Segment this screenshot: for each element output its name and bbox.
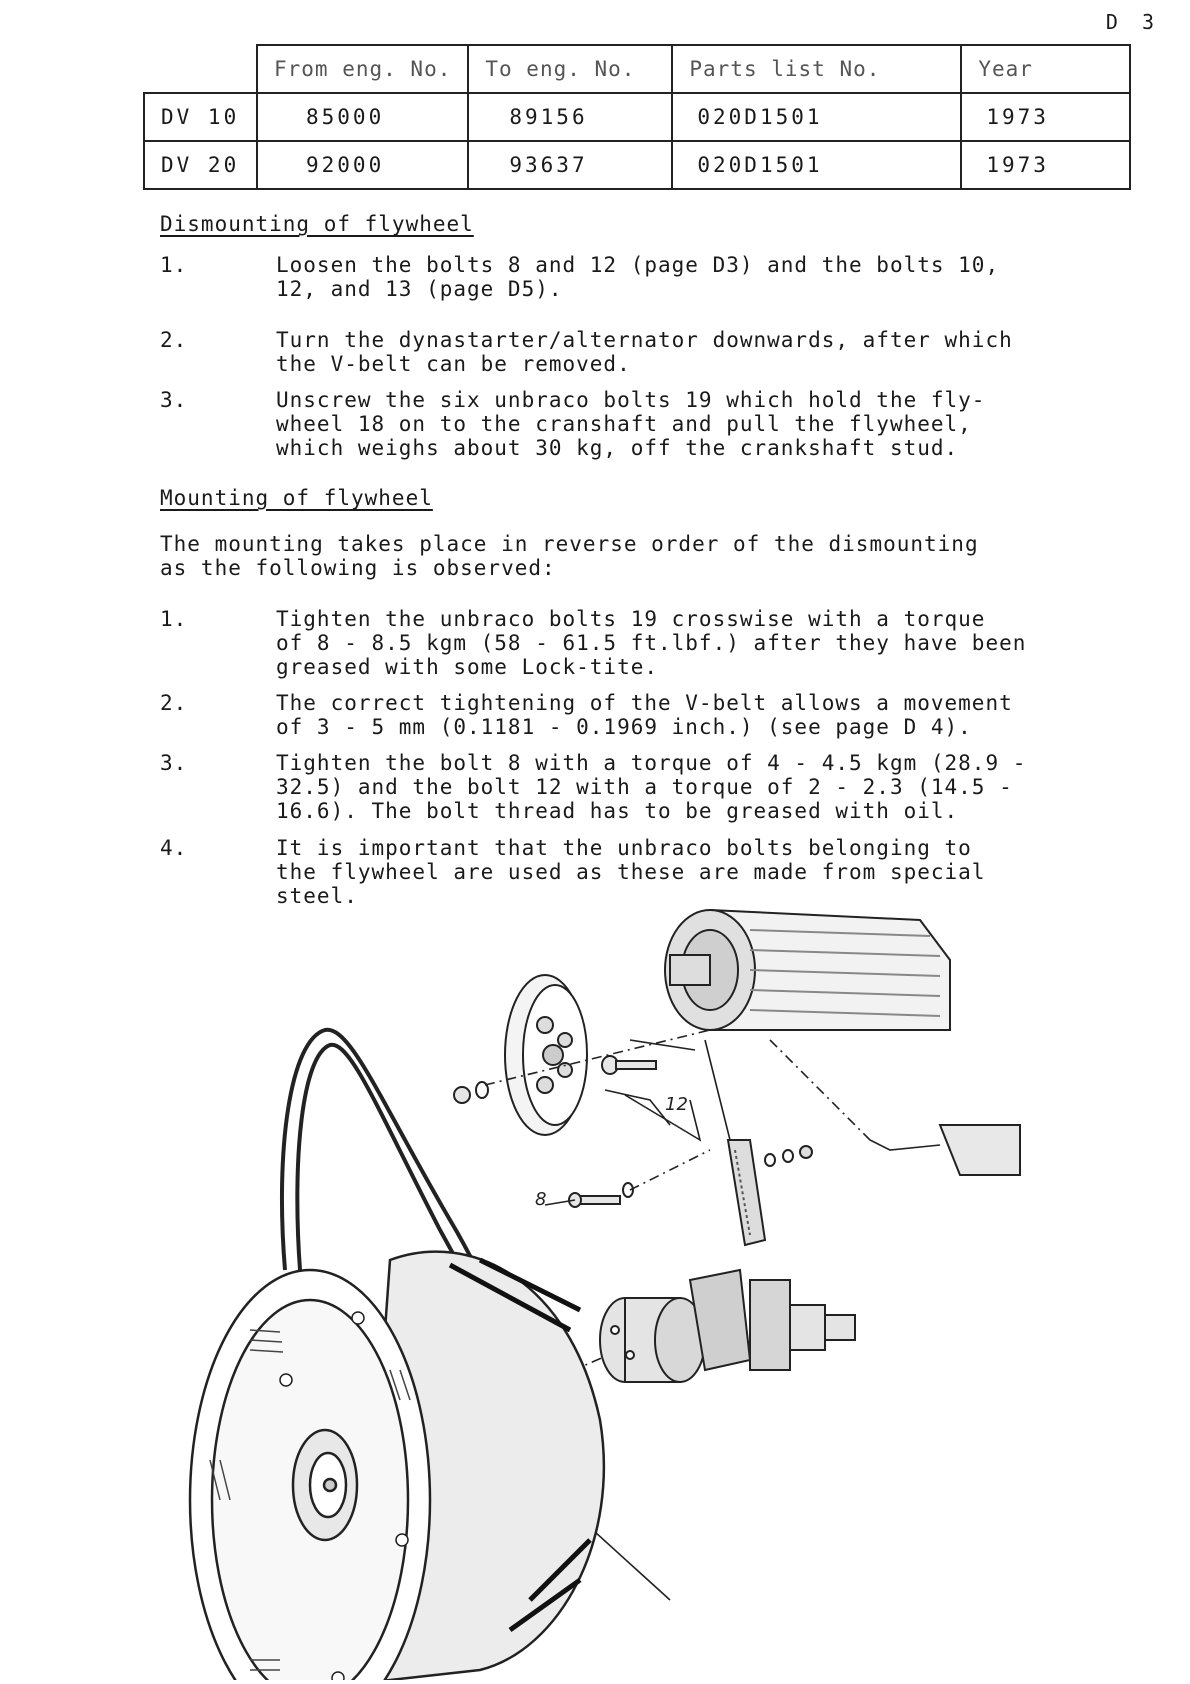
table-header-row <box>144 45 1130 93</box>
pulley-drawing <box>505 975 587 1135</box>
step-text: Tighten the bolt 8 with a torque of 4 - 4.5 kgm (28.9 - 32.5) and the bolt 12 with a torque of 2 - 2.3 (14.5 - 16.6). The bolt thread has to be greased with oil. <box>276 751 1027 823</box>
page-number: D 3 <box>1105 10 1160 34</box>
step-number: 3. <box>160 751 188 775</box>
table-header-year: Year <box>961 45 1130 93</box>
alternator-drawing <box>665 910 950 1030</box>
table-row <box>144 93 1130 141</box>
step-text: Turn the dynastarter/alternator downwards, after which the V-belt can be removed. <box>276 328 1013 376</box>
table-header-from: From eng. No. <box>257 45 468 93</box>
tensioner-bracket-drawing <box>728 1125 1020 1245</box>
table-cell-parts-list: 020D1501 <box>672 93 961 141</box>
step-number: 1. <box>160 607 188 631</box>
mounting-intro: The mounting takes place in reverse order of the dismounting as the following is observed: <box>160 532 979 580</box>
step-number: 2. <box>160 691 188 715</box>
step-number: 4. <box>160 836 188 860</box>
step-text: It is important that the unbraco bolts belonging to the flywheel are used as these are made from special steel. <box>276 836 986 908</box>
callout-8: 8 <box>535 1189 547 1210</box>
table-header-to: To eng. No. <box>468 45 672 93</box>
table-row <box>144 141 1130 189</box>
table-cell-to: 93637 <box>468 141 672 189</box>
table-cell-from: 92000 <box>257 141 468 189</box>
step-text: The correct tightening of the V-belt allows a movement of 3 - 5 mm (0.1181 - 0.1969 inch.) (see page D 4). <box>276 691 1013 739</box>
step-text: Loosen the bolts 8 and 12 (page D3) and the bolts 10, 12, and 13 (page D5). <box>276 253 1000 301</box>
table-cell-from: 85000 <box>257 93 468 141</box>
step-number: 3. <box>160 388 188 412</box>
table-header-blank <box>144 45 257 93</box>
table-header-parts-list: Parts list No. <box>672 45 961 93</box>
crankshaft-drawing <box>600 1270 855 1382</box>
table-cell-year: 1973 <box>961 141 1130 189</box>
table-cell-model: DV 10 <box>144 93 257 141</box>
table-cell-year: 1973 <box>961 93 1130 141</box>
step-text: Tighten the unbraco bolts 19 crosswise with a torque of 8 - 8.5 kgm (58 - 61.5 ft.lbf.) after they have been greased with some Lock-tite. <box>276 607 1027 679</box>
flywheel-drawing <box>190 1252 604 1680</box>
step-text: Unscrew the six unbraco bolts 19 which hold the fly- wheel 18 on to the cranshaft and pull the flywheel, which weighs about 30 kg, off the crankshaft stud. <box>276 388 986 460</box>
mounting-heading: Mounting of flywheel <box>160 486 433 510</box>
step-number: 1. <box>160 253 188 277</box>
bolt-8-drawing <box>569 1183 633 1207</box>
table-cell-parts-list: 020D1501 <box>672 141 961 189</box>
callout-12: 12 <box>665 1094 688 1115</box>
step-number: 2. <box>160 328 188 352</box>
table-cell-to: 89156 <box>468 93 672 141</box>
dismounting-heading: Dismounting of flywheel <box>160 212 474 236</box>
table-cell-model: DV 20 <box>144 141 257 189</box>
exploded-view-illustration <box>150 900 1070 1680</box>
engine-parts-table <box>143 44 1131 190</box>
